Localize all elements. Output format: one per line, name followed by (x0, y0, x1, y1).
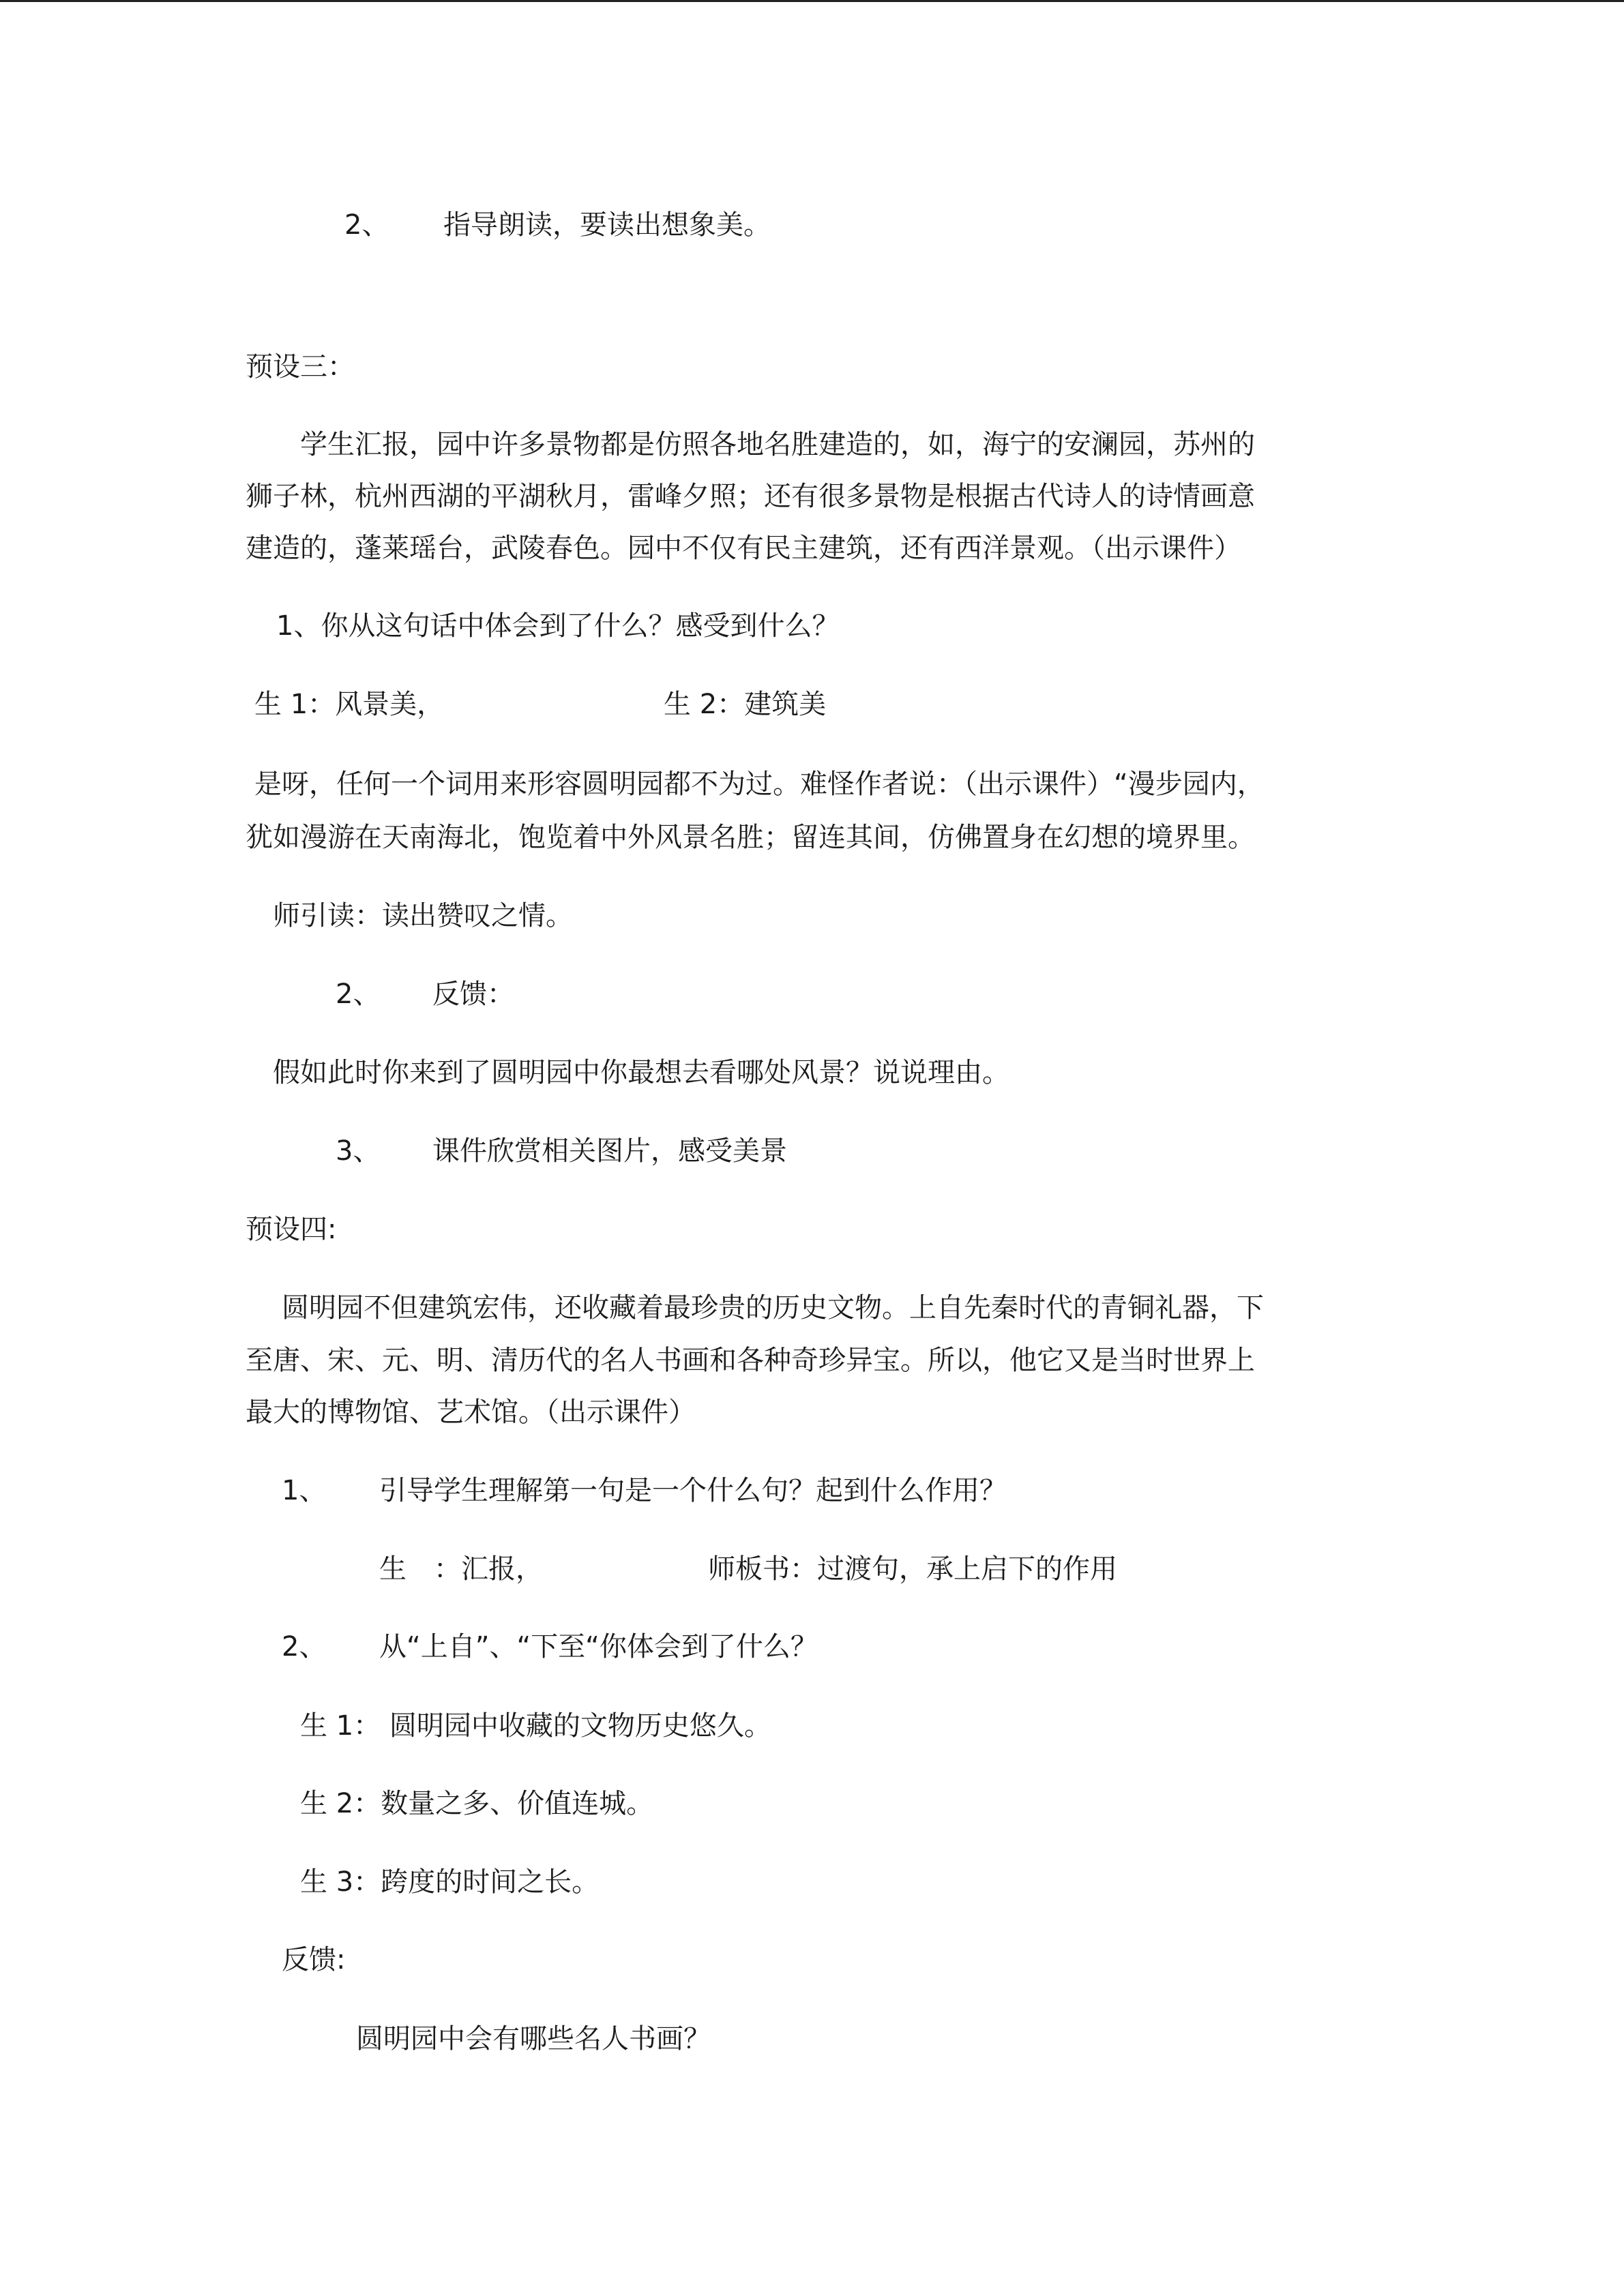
paragraph-line: 生 1：风景美， (254, 689, 445, 720)
paragraph-line: 指导朗读，要读出想象美。 (443, 209, 771, 241)
list-number: 3、 (336, 1135, 381, 1167)
paragraph-line: 生 1： 圆明园中收藏的文物历史悠久。 (300, 1710, 771, 1742)
paragraph-line: 学生汇报，园中许多景物都是仿照各地名胜建造的，如，海宁的安澜园，苏州的 (300, 429, 1255, 460)
section-heading: 反馈: (282, 1944, 346, 1976)
top-border-line (0, 0, 1624, 2)
paragraph-line: 生 3：跨度的时间之长。 (300, 1866, 600, 1898)
paragraph-line: 师引读：读出赞叹之情。 (273, 900, 573, 931)
paragraph-line: 建造的，蓬莱瑶台，武陵春色。园中不仅有民主建筑，还有西洋景观。（出示课件） (246, 533, 1241, 564)
paragraph-line: 生 ：汇报， (379, 1553, 543, 1585)
paragraph-line: 狮子林，杭州西湖的平湖秋月，雷峰夕照；还有很多景物是根据古代诗人的诗情画意 (246, 481, 1255, 512)
paragraph-line: 犹如漫游在天南海北，饱览着中外风景名胜；留连其间，仿佛置身在幻想的境界里。 (246, 822, 1255, 853)
paragraph-line: 是呀，任何一个词用来形容圆明园都不为过。难怪作者说：（出示课件）“漫步园内， (254, 769, 1265, 800)
paragraph-line: 课件欣赏相关图片，感受美景 (432, 1135, 787, 1167)
section-heading: 预设三： (246, 351, 355, 383)
paragraph-line: 生 2：数量之多、价值连城。 (300, 1788, 654, 1819)
section-heading: 预设四: (246, 1214, 337, 1245)
paragraph-line: 圆明园中会有哪些名人书画？ (356, 2023, 711, 2055)
list-number: 2、 (344, 209, 389, 241)
paragraph-line: 至唐、宋、元、明、清历代的名人书画和各种奇珍异宝。所以，他它又是当时世界上 (246, 1345, 1255, 1376)
list-number: 2、 (336, 979, 381, 1010)
paragraph-line: 从“上自”、“下至“你体会到了什么？ (379, 1631, 818, 1663)
paragraph-line: 圆明园不但建筑宏伟，还收藏着最珍贵的历史文物。上自先秦时代的青铜礼器，下 (282, 1292, 1264, 1324)
paragraph-line: 反馈： (432, 979, 514, 1010)
paragraph-line: 最大的博物馆、艺术馆。（出示课件） (246, 1397, 696, 1428)
paragraph-line: 生 2：建筑美 (664, 689, 827, 720)
paragraph-line: 1、你从这句话中体会到了什么？感受到什么？ (276, 610, 840, 642)
paragraph-line: 师板书：过渡句，承上启下的作用 (708, 1553, 1117, 1585)
paragraph-line: 引导学生理解第一句是一个什么句？起到什么作用？ (379, 1475, 1007, 1506)
list-number: 1、 (282, 1475, 327, 1506)
paragraph-line: 假如此时你来到了圆明园中你最想去看哪处风景？说说理由。 (273, 1057, 1009, 1088)
list-number: 2、 (282, 1631, 327, 1663)
